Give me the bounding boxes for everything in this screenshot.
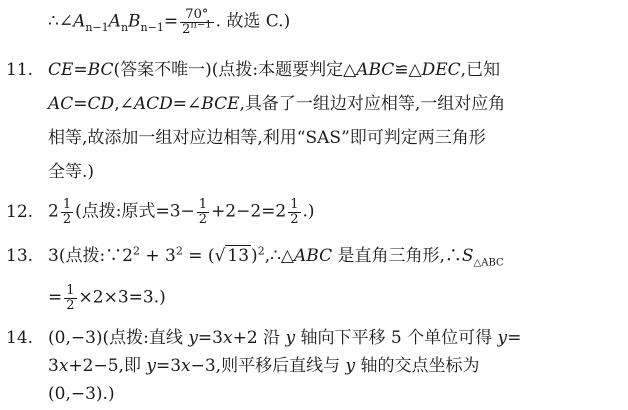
item-13-line-1: 13. 3(点拨$:\because 2^2 + 3^2$ = (√ 13 )$^2$,∴△ABC 是直角三角形$,\therefore S_{\triangle ABC}$ xyxy=(0,248,504,265)
item-14-line-1: 14. (0,−3)(点拨:直线 y=3x+2 沿 y 轴向下平移 5 个单位可得 y= xyxy=(0,330,521,347)
fraction: $\frac{70^\circ}{2^{n-1}}$ xyxy=(182,7,212,37)
fraction: $\frac{1}{2}$ xyxy=(198,197,208,227)
item-11-line-1: 11. CE=BC(答案不唯一)(点拨:本题要判定△ABC≌△DEC,已知 xyxy=(0,62,500,79)
item-13-line-2: = $\frac{1}{2}$ ×2×3=3.) xyxy=(48,283,166,313)
item-number: 14. xyxy=(6,328,34,348)
line-conclusion: $\therefore\angle A_{n-1}A_nB_{n-1}=$ $\frac{70^\circ}{2^{n-1}}$ . 故选 C.) xyxy=(48,7,291,37)
fraction: $\frac{1}{2}$ xyxy=(290,197,299,227)
fraction: $\frac{1}{2}$ xyxy=(62,197,72,227)
item-number: 11. xyxy=(6,60,34,80)
item-11-line-2: AC=CD,∠ACD=∠BCE,具备了一组边对应相等,一组对应角 xyxy=(48,94,506,114)
therefore-angle: ∴∠ xyxy=(48,11,74,32)
item-12-line-1: 12. 2 $\frac{1}{2}$ (点拨:原式=3− $\frac{1}{2}$ +2−2=2 $\frac{1}{2}$ .) xyxy=(0,198,315,226)
sqrt-symbol: √ xyxy=(214,246,226,266)
fraction: $\frac{1}{2}$ xyxy=(66,283,75,313)
item-number: 13. xyxy=(6,246,34,266)
item-14-line-3: (0,−3).) xyxy=(48,384,115,404)
item-14-line-2: 3x+2−5,即 y=3x−3,则平移后直线与 y 轴的交点坐标为 xyxy=(48,356,480,376)
item-number: 12. xyxy=(6,201,34,222)
item-11-line-3: 相等,故添加一组对应边相等,利用“SAS”即可判定两三角形 xyxy=(48,128,486,148)
item-11-line-4: 全等.) xyxy=(48,162,95,182)
